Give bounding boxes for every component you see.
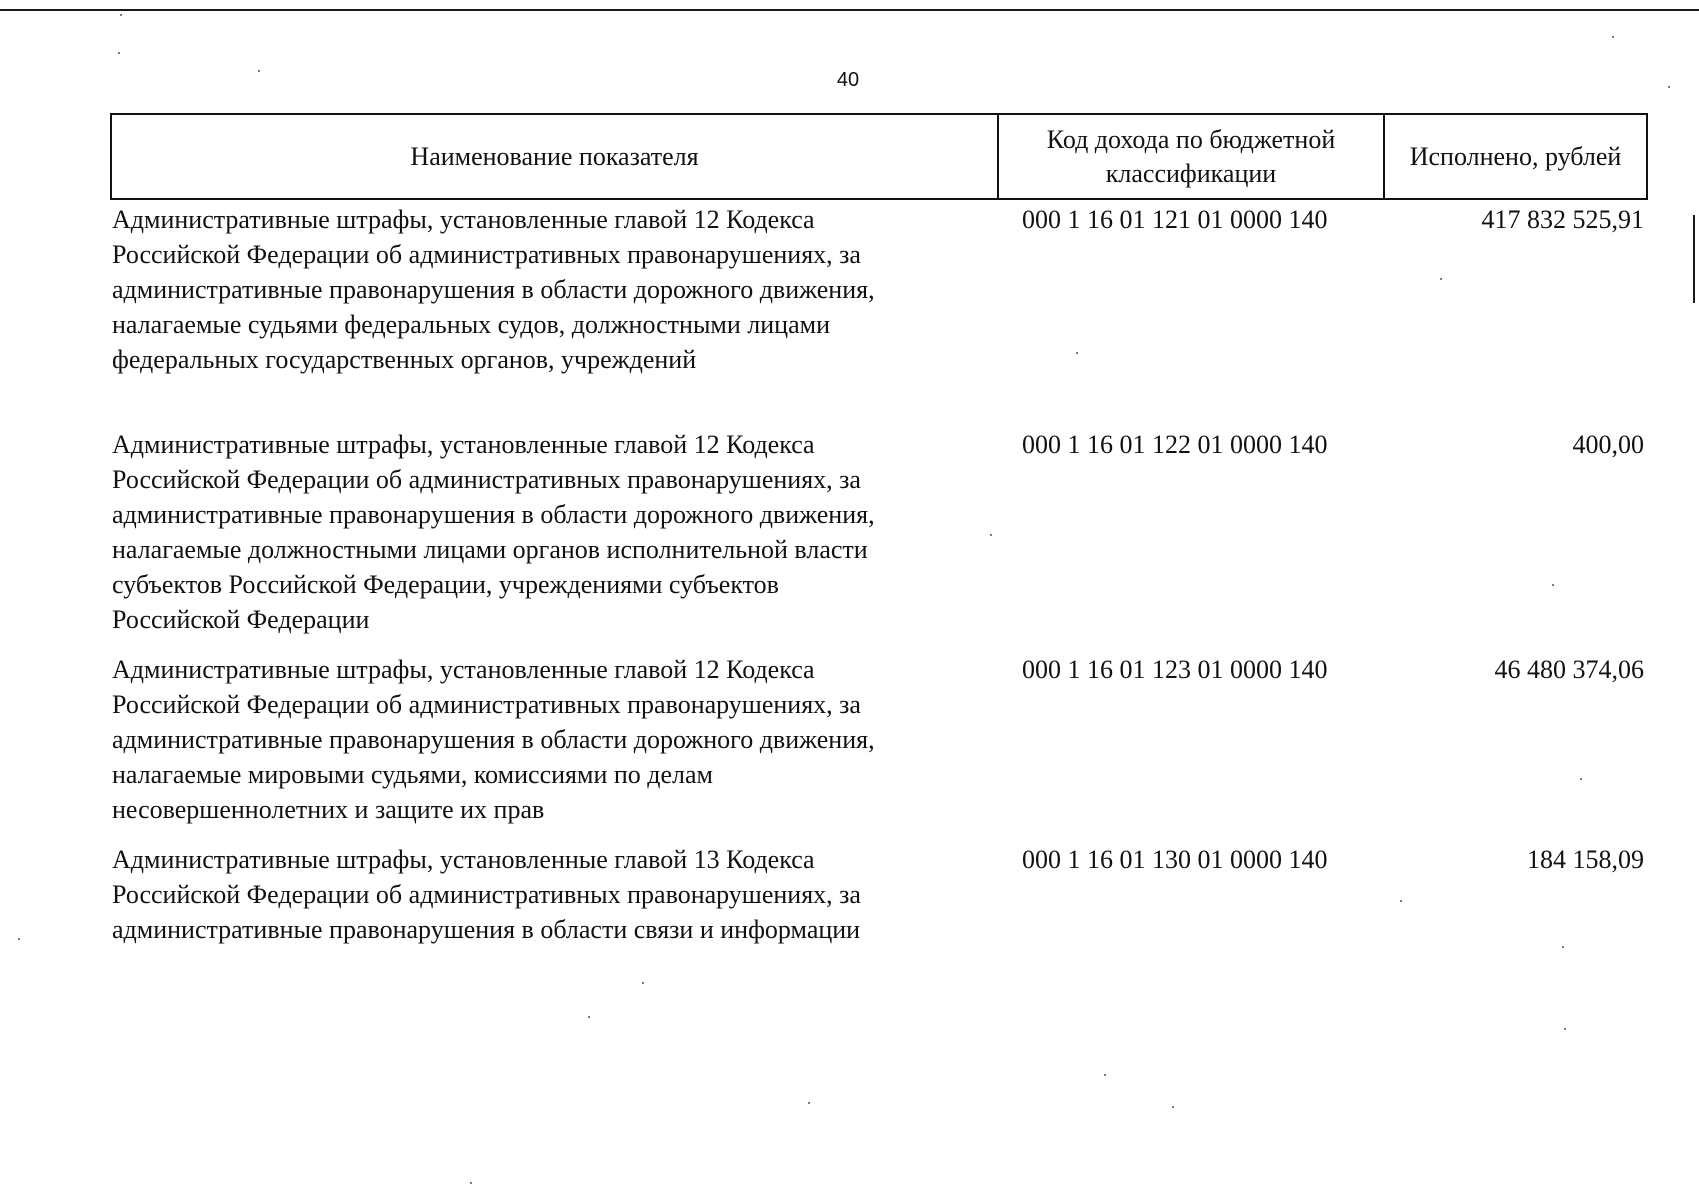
- row-name-line: Российской Федерации об административных правонарушениях, за: [112, 240, 861, 269]
- row-name-line: налагаемые мировыми судьями, комиссиями по делам: [112, 760, 714, 789]
- row-name: [112, 427, 982, 637]
- row-name-line: Российской Федерации об административных правонарушениях, за: [112, 465, 861, 494]
- row-name-line: Российской Федерации об административных правонарушениях, за: [112, 690, 861, 719]
- scan-speck: [1580, 778, 1582, 780]
- row-name-line: Российской Федерации об административных правонарушениях, за: [112, 880, 861, 909]
- row-amount: 400,00: [1572, 430, 1644, 459]
- scan-speck: [18, 938, 20, 940]
- scan-speck: [1400, 900, 1402, 902]
- header-amount-label: Исполнено, рублей: [1409, 141, 1622, 171]
- scan-speck: [470, 1182, 472, 1184]
- scan-speck: [1440, 278, 1442, 280]
- row-name-line: несовершеннолетних и защите их прав: [112, 795, 545, 824]
- row-name: [112, 842, 982, 947]
- scan-top-border: [0, 9, 1699, 11]
- header-amount: [1385, 115, 1646, 198]
- scan-speck: [1076, 352, 1078, 354]
- header-code: [999, 115, 1385, 198]
- row-name-line: административные правонарушения в области дорожного движения,: [112, 275, 875, 304]
- row-name-line: налагаемые должностными лицами органов исполнительной власти: [112, 535, 868, 564]
- row-name-line: Российской Федерации: [112, 605, 370, 634]
- scan-speck: [120, 14, 122, 16]
- header-name: [112, 115, 999, 198]
- scan-speck: [1612, 36, 1614, 38]
- scan-speck: [1104, 1074, 1106, 1076]
- table-header: [110, 113, 1648, 200]
- row-name-line: Административные штрафы, установленные главой 12 Кодекса: [112, 655, 815, 684]
- row-code: 000 1 16 01 121 01 0000 140: [1022, 205, 1328, 234]
- row-name: [112, 202, 982, 377]
- scan-speck: [990, 534, 992, 536]
- row-code: 000 1 16 01 123 01 0000 140: [1022, 655, 1328, 684]
- row-name-line: Административные штрафы, установленные главой 12 Кодекса: [112, 430, 815, 459]
- header-code-line1: Код дохода по бюджетной: [1046, 124, 1336, 154]
- row-amount: 417 832 525,91: [1481, 205, 1644, 234]
- row-name-line: субъектов Российской Федерации, учреждениями субъектов: [112, 570, 779, 599]
- header-name-label: Наименование показателя: [410, 141, 699, 171]
- scan-speck: [1668, 86, 1670, 88]
- row-name-line: Административные штрафы, установленные главой 12 Кодекса: [112, 205, 815, 234]
- scan-speck: [642, 982, 644, 984]
- row-name: [112, 652, 982, 827]
- header-code-line2: классификации: [1105, 158, 1277, 188]
- scan-speck: [808, 1102, 810, 1104]
- row-name-line: административные правонарушения в области связи и информации: [112, 915, 861, 944]
- row-amount: 46 480 374,06: [1494, 655, 1644, 684]
- row-code: 000 1 16 01 130 01 0000 140: [1022, 845, 1328, 874]
- scan-speck: [258, 70, 260, 72]
- row-name-line: административные правонарушения в области дорожного движения,: [112, 500, 875, 529]
- scan-speck: [118, 52, 120, 54]
- row-code: 000 1 16 01 122 01 0000 140: [1022, 430, 1328, 459]
- scan-speck: [1552, 584, 1554, 586]
- row-name-line: федеральных государственных органов, учреждений: [112, 345, 697, 374]
- page-number: 40: [836, 69, 860, 91]
- row-name-line: налагаемые судьями федеральных судов, должностными лицами: [112, 310, 830, 339]
- row-name-line: административные правонарушения в области дорожного движения,: [112, 725, 875, 754]
- scan-speck: [1172, 1106, 1174, 1108]
- scan-speck: [1564, 1028, 1566, 1030]
- row-amount: 184 158,09: [1527, 845, 1644, 874]
- scan-speck: [588, 1016, 590, 1018]
- scan-speck: [1562, 946, 1564, 948]
- row-name-line: Административные штрафы, установленные главой 13 Кодекса: [112, 845, 815, 874]
- scan-edge-mark: [1693, 215, 1695, 303]
